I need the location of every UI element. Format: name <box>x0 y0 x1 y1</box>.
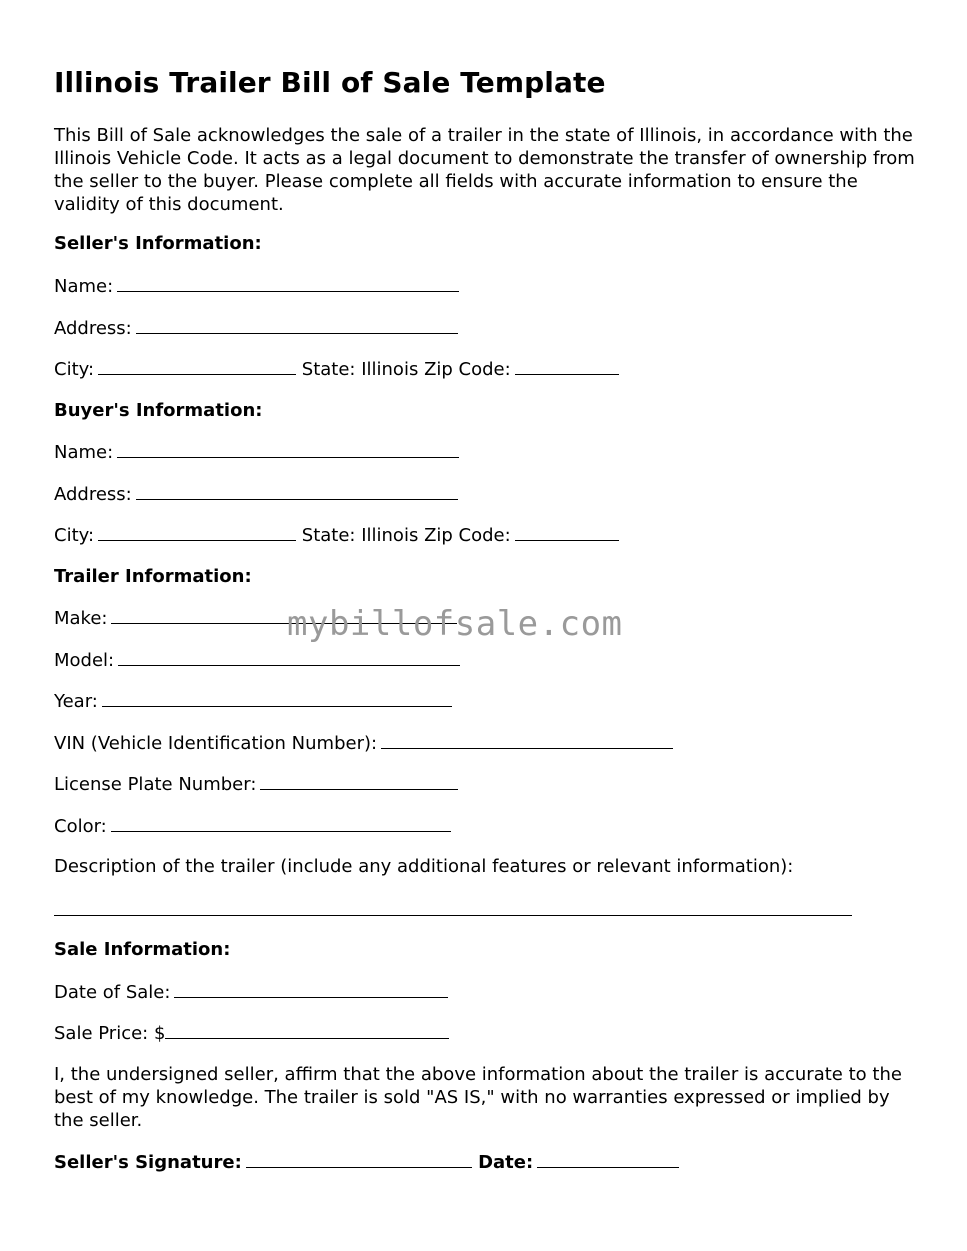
trailer-color-label: Color: <box>54 816 107 837</box>
seller-city-field[interactable] <box>98 357 296 375</box>
seller-city-row <box>54 357 619 382</box>
seller-address-label: Address: <box>54 318 132 339</box>
seller-heading: Seller's Information: <box>54 233 262 254</box>
trailer-description-label: Description of the trailer (include any additional features or relevant information): <box>54 856 794 877</box>
buyer-name-label: Name: <box>54 442 114 463</box>
trailer-vin-field[interactable] <box>381 731 673 749</box>
trailer-year-row <box>54 689 452 714</box>
buyer-name-field[interactable] <box>117 440 459 458</box>
trailer-model-label: Model: <box>54 650 115 671</box>
sale-date-row <box>54 980 448 1005</box>
trailer-color-field[interactable] <box>111 814 451 832</box>
trailer-color-row <box>54 814 451 839</box>
trailer-year-field[interactable] <box>102 689 452 707</box>
signature-date-label: Date: <box>478 1152 534 1173</box>
buyer-address-row <box>54 482 458 507</box>
trailer-make-label: Make: <box>54 608 108 629</box>
signature-date-field[interactable] <box>537 1150 679 1168</box>
trailer-plate-field[interactable] <box>260 772 458 790</box>
buyer-address-field[interactable] <box>136 482 458 500</box>
seller-name-field[interactable] <box>117 274 459 292</box>
affirmation-paragraph: I, the undersigned seller, affirm that the above information about the trailer is accurate to the best of my knowledge. The trailer is sold "AS IS," with no warranties expressed or implied by the seller. <box>54 1064 902 1131</box>
buyer-state-label: State: Illinois <box>301 525 419 546</box>
trailer-heading: Trailer Information: <box>54 566 252 587</box>
trailer-model-row <box>54 648 460 673</box>
sale-price-label: Sale Price: $ <box>54 1023 166 1044</box>
intro-paragraph: This Bill of Sale acknowledges the sale of a trailer in the state of Illinois, in accordance with the Illinois Vehicle Code. It acts as a legal document to demonstrate the transfer of ownership from the seller to the buyer. Please complete all fields with accurate information to ensure the validity of this document. <box>54 125 915 215</box>
buyer-zip-label: Zip Code: <box>424 525 511 546</box>
trailer-vin-row <box>54 731 673 756</box>
signature-row <box>54 1150 679 1175</box>
sale-price-field[interactable] <box>165 1021 449 1039</box>
sale-date-label: Date of Sale: <box>54 982 171 1003</box>
seller-state-label: State: Illinois <box>301 359 419 380</box>
buyer-city-row <box>54 523 619 548</box>
trailer-year-label: Year: <box>54 691 98 712</box>
buyer-address-label: Address: <box>54 484 132 505</box>
buyer-name-row <box>54 440 459 465</box>
buyer-heading: Buyer's Information: <box>54 400 263 421</box>
seller-city-label: City: <box>54 359 95 380</box>
seller-address-row <box>54 316 458 341</box>
buyer-city-field[interactable] <box>98 523 296 541</box>
trailer-description-field[interactable] <box>54 898 852 916</box>
trailer-description-row <box>54 898 852 923</box>
seller-zip-label: Zip Code: <box>424 359 511 380</box>
buyer-city-label: City: <box>54 525 95 546</box>
trailer-plate-row <box>54 772 458 797</box>
trailer-model-field[interactable] <box>118 648 460 666</box>
sale-date-field[interactable] <box>174 980 448 998</box>
seller-name-row <box>54 274 459 299</box>
seller-name-label: Name: <box>54 276 114 297</box>
sale-price-row <box>54 1021 449 1046</box>
seller-zip-field[interactable] <box>515 357 619 375</box>
sale-heading: Sale Information: <box>54 939 231 960</box>
trailer-plate-label: License Plate Number: <box>54 774 257 795</box>
seller-address-field[interactable] <box>136 316 458 334</box>
document-title: Illinois Trailer Bill of Sale Template <box>54 66 606 99</box>
seller-signature-label: Seller's Signature: <box>54 1152 242 1173</box>
trailer-vin-label: VIN (Vehicle Identification Number): <box>54 733 378 754</box>
seller-signature-field[interactable] <box>246 1150 472 1168</box>
watermark-text: mybillofsale.com <box>287 604 623 644</box>
buyer-zip-field[interactable] <box>515 523 619 541</box>
